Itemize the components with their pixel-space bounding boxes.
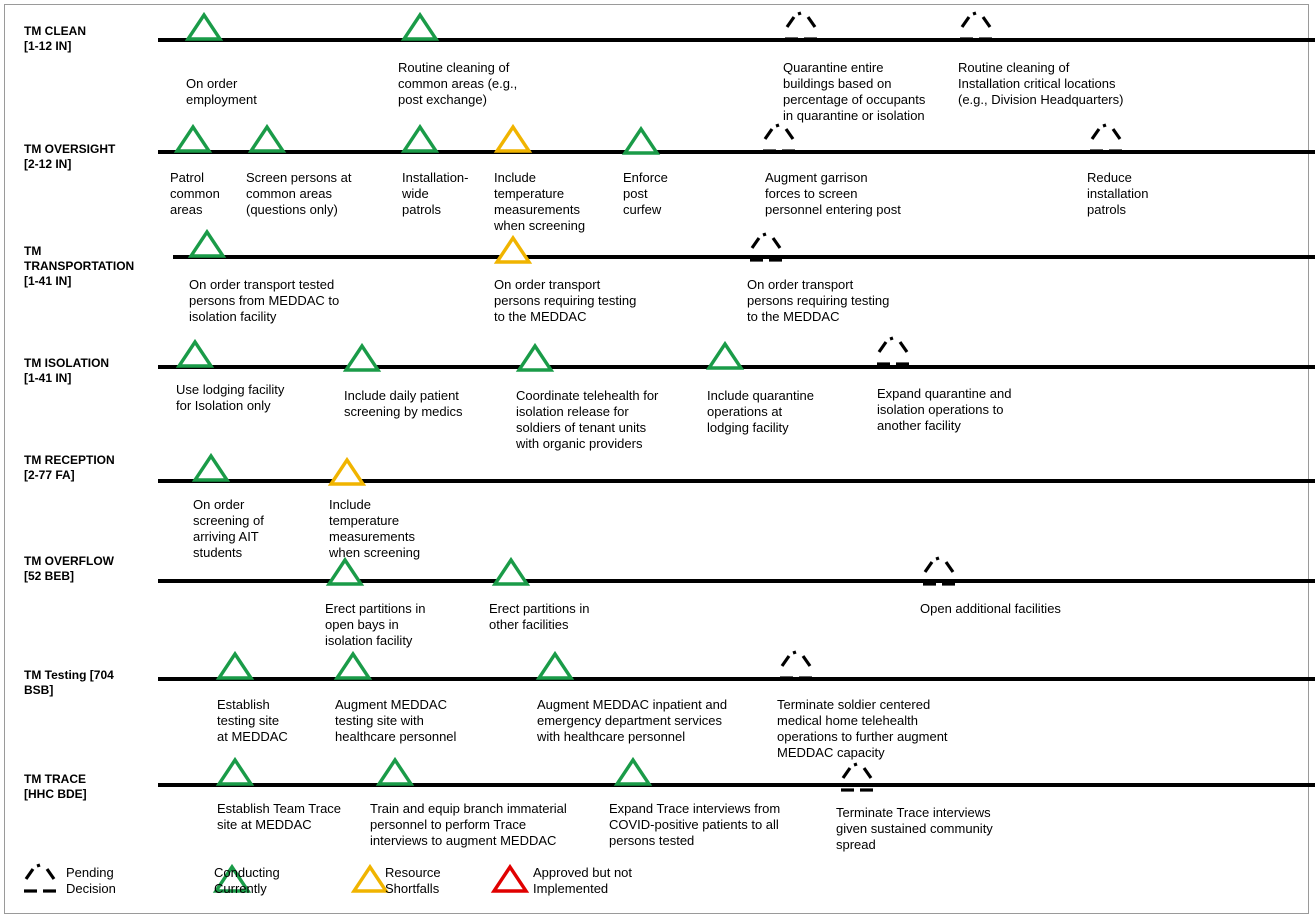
conducting-triangle-icon (189, 230, 225, 258)
shortfall-triangle-shape (495, 125, 531, 153)
event-label: Include daily patient screening by medics (344, 388, 463, 419)
pending-triangle-shape (1088, 125, 1124, 153)
timeline-line (158, 677, 1315, 681)
conducting-triangle-shape (177, 340, 213, 368)
event-label: Routine cleaning of common areas (e.g., post exchange) (398, 60, 518, 107)
conducting-triangle-shape (537, 652, 573, 680)
conducting-triangle-shape (189, 230, 225, 258)
event-label: Augment MEDDAC testing site with healthcare personnel (335, 697, 457, 744)
shortfall-triangle-icon (495, 125, 531, 153)
pending-triangle-icon (778, 652, 814, 680)
pending-triangle-shape (921, 558, 957, 586)
legend-pending-icon (22, 865, 58, 893)
pending-triangle-shape (778, 652, 814, 680)
conducting-triangle-shape (493, 558, 529, 586)
pending-triangle-icon (839, 764, 875, 792)
conducting-triangle-shape (707, 342, 743, 370)
pending-triangle-icon (921, 558, 957, 586)
pending-triangle-icon (1088, 125, 1124, 153)
event-label: Include quarantine operations at lodging facility (707, 388, 814, 435)
event-label: Screen persons at common areas (questions only) (246, 170, 352, 217)
lane-title: TM ISOLATION [1-41 IN] (24, 356, 110, 385)
conducting-triangle-shape (186, 13, 222, 41)
conducting-triangle-icon (517, 344, 553, 372)
conducting-triangle-icon (493, 558, 529, 586)
pending-triangle-icon (748, 234, 784, 262)
conducting-triangle-shape (377, 758, 413, 786)
conducting-triangle-icon (327, 558, 363, 586)
pending-triangle-icon (958, 13, 994, 41)
conducting-triangle-icon (377, 758, 413, 786)
shortfall-triangle-icon (329, 458, 365, 486)
conducting-triangle-icon (402, 125, 438, 153)
conducting-triangle-shape (193, 454, 229, 482)
event-label: Use lodging facility for Isolation only (176, 382, 285, 413)
conducting-triangle-icon (615, 758, 651, 786)
event-label: Patrol common areas (170, 170, 220, 217)
event-label: Reduce installation patrols (1087, 170, 1149, 217)
legend-label: Resource Shortfalls (385, 865, 441, 896)
conducting-triangle-icon (193, 454, 229, 482)
event-label: Coordinate telehealth for isolation release for soldiers of tenant units with organic providers (516, 388, 659, 451)
pending-triangle-icon (875, 338, 911, 366)
conducting-triangle-shape (249, 125, 285, 153)
conducting-triangle-icon (217, 758, 253, 786)
conducting-triangle-shape (402, 125, 438, 153)
lane-title: TM OVERSIGHT [2-12 IN] (24, 142, 116, 171)
timeline-line (158, 150, 1315, 154)
event-label: Terminate soldier centered medical home telehealth operations to further augment MEDDAC capacity (777, 697, 948, 760)
pending-triangle-icon (761, 125, 797, 153)
event-label: On order transport persons requiring testing to the MEDDAC (494, 277, 637, 324)
legend-approved-shape (492, 865, 528, 893)
conducting-triangle-icon (707, 342, 743, 370)
timeline-line (173, 255, 1315, 259)
event-label: Expand quarantine and isolation operations to another facility (877, 386, 1012, 433)
event-label: Include temperature measurements when screening (494, 170, 586, 233)
pending-triangle-shape (875, 338, 911, 366)
event-label: Augment garrison forces to screen personnel entering post (765, 170, 901, 217)
legend-label: Approved but not Implemented (533, 865, 633, 896)
pending-triangle-icon (783, 13, 819, 41)
conducting-triangle-icon (344, 344, 380, 372)
conducting-triangle-shape (623, 127, 659, 155)
event-label: Expand Trace interviews from COVID-positive patients to all persons tested (609, 801, 781, 848)
event-label: On order screening of arriving AIT students (193, 497, 264, 560)
conducting-triangle-shape (217, 758, 253, 786)
shortfall-triangle-shape (329, 458, 365, 486)
event-label: Installation- wide patrols (402, 170, 469, 217)
conducting-triangle-shape (335, 652, 371, 680)
timeline-line (158, 783, 1315, 787)
legend-label: Pending Decision (66, 865, 116, 896)
lane-title: TM Testing [704 BSB] (24, 668, 114, 697)
legend-shortfall-icon (352, 865, 388, 893)
conducting-triangle-icon (177, 340, 213, 368)
conducting-triangle-icon (186, 13, 222, 41)
event-label: Erect partitions in other facilities (489, 601, 590, 632)
event-label: Train and equip branch immaterial personnel to perform Trace interviews to augment MEDDAC (370, 801, 567, 848)
lane-title: TM TRACE [HHC BDE] (24, 772, 87, 801)
lane-title: TM OVERFLOW [52 BEB] (24, 554, 114, 583)
legend-label: Conducting Currently (214, 865, 280, 896)
conducting-triangle-icon (537, 652, 573, 680)
conducting-triangle-icon (217, 652, 253, 680)
legend-approved-icon (492, 865, 528, 893)
pending-triangle-shape (783, 13, 819, 41)
pending-triangle-shape (958, 13, 994, 41)
event-label: On order transport tested persons from MEDDAC to isolation facility (189, 277, 340, 324)
conducting-triangle-shape (517, 344, 553, 372)
pending-triangle-shape (761, 125, 797, 153)
legend-pending-shape (22, 865, 58, 893)
legend-shortfall-shape (352, 865, 388, 893)
event-label: Terminate Trace interviews given sustained community spread (836, 805, 993, 852)
event-label: On order employment (186, 76, 257, 107)
conducting-triangle-shape (217, 652, 253, 680)
conducting-triangle-shape (327, 558, 363, 586)
event-label: Erect partitions in open bays in isolation facility (325, 601, 426, 648)
conducting-triangle-icon (249, 125, 285, 153)
timeline-line (158, 38, 1315, 42)
conducting-triangle-shape (615, 758, 651, 786)
event-label: Enforce post curfew (623, 170, 668, 217)
pending-triangle-shape (839, 764, 875, 792)
conducting-triangle-icon (175, 125, 211, 153)
event-label: Include temperature measurements when screening (329, 497, 421, 560)
event-label: Quarantine entire buildings based on percentage of occupants in quarantine or isolation (783, 60, 926, 123)
event-label: Establish Team Trace site at MEDDAC (217, 801, 342, 832)
conducting-triangle-shape (175, 125, 211, 153)
event-label: Augment MEDDAC inpatient and emergency department services with healthcare personnel (537, 697, 728, 744)
lane-title: TM RECEPTION [2-77 FA] (24, 453, 115, 482)
shortfall-triangle-shape (495, 236, 531, 264)
conducting-triangle-icon (335, 652, 371, 680)
shortfall-triangle-icon (495, 236, 531, 264)
event-label: On order transport persons requiring testing to the MEDDAC (747, 277, 890, 324)
conducting-triangle-shape (402, 13, 438, 41)
conducting-triangle-icon (402, 13, 438, 41)
lane-title: TM TRANSPORTATION [1-41 IN] (24, 244, 135, 288)
conducting-triangle-icon (623, 127, 659, 155)
event-label: Open additional facilities (920, 601, 1061, 616)
event-label: Routine cleaning of Installation critical locations (e.g., Division Headquarters) (958, 60, 1124, 107)
event-label: Establish testing site at MEDDAC (217, 697, 288, 744)
pending-triangle-shape (748, 234, 784, 262)
lane-title: TM CLEAN [1-12 IN] (24, 24, 86, 53)
conducting-triangle-shape (344, 344, 380, 372)
